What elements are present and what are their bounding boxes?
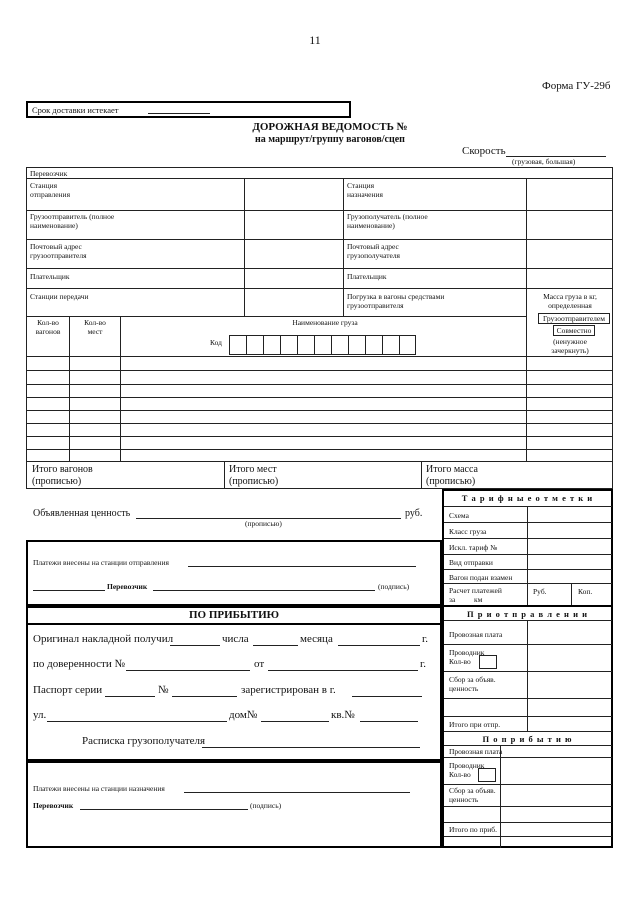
delivery-field[interactable] (148, 113, 210, 114)
form-title: ДОРОЖНАЯ ВЕДОМОСТЬ № (252, 121, 408, 133)
tariff-rub: Руб. (533, 587, 547, 596)
total-mass-label: Итого масса (прописью) (426, 464, 478, 487)
delivery-label: Срок доставки истекает (32, 105, 119, 115)
departure-carrier-label: Перевозчик (107, 582, 148, 591)
arrival-passport-label: Паспорт серии (33, 684, 103, 696)
carrier-label: Перевозчик (30, 169, 68, 178)
arrival-city-field[interactable] (352, 696, 422, 697)
tariff-calc: Расчет платежей за км (449, 586, 502, 604)
on-departure-title: П р и о т п р а в л е н и и (467, 609, 588, 619)
arrival-registered-label: зарегистрирован в г. (241, 684, 336, 696)
tariff-cargo-class: Класс груза (449, 527, 487, 536)
declared-value-rub: руб. (405, 508, 423, 519)
arrival-year-label: г. (422, 633, 429, 645)
payer2-label: Плательщик (347, 272, 387, 281)
departure-payments-label: Платежи внесены на станции отправления (33, 558, 169, 567)
arrival-proxy-field[interactable] (126, 670, 250, 671)
tariff-scheme: Схема (449, 511, 469, 520)
mass-option-shipper[interactable]: Грузоотправителем (538, 313, 610, 324)
delivery-box (26, 101, 351, 118)
arrival-day-label: числа (222, 633, 249, 645)
shipper-label: Грузоотправитель (полное наименование) (30, 212, 115, 230)
cargo-name-header: Наименование груза (292, 318, 358, 327)
on-departure-fee: Сбор за объяв. ценность (449, 675, 496, 693)
on-arrival-total: Итого по приб. (449, 825, 497, 834)
arrival-day-field[interactable] (170, 645, 220, 646)
declared-value-label: Объявленная ценность (33, 508, 131, 519)
arrival-street-label: ул. (33, 709, 47, 721)
on-departure-escort-count[interactable] (479, 655, 497, 669)
arrival-house-field[interactable] (261, 721, 329, 722)
arrival-from-field[interactable] (268, 670, 418, 671)
places-count-header: Кол-во мест (84, 318, 106, 336)
arrival-month-label: месяца (300, 633, 333, 645)
on-departure-total: Итого при отпр. (449, 720, 501, 729)
departure-carrier-field[interactable] (153, 590, 375, 591)
arrival-flat-label: кв.№ (331, 709, 355, 721)
code-cells[interactable] (229, 335, 416, 355)
code-label: Код (210, 338, 222, 347)
destination-payments-label: Платежи внесены на станции назначения (33, 784, 165, 793)
arrival-proxy-year: г. (420, 658, 427, 670)
arrival-passport-num-label: № (158, 684, 169, 696)
mass-label: Масса груза в кг, определенная (543, 292, 597, 310)
tariff-exc: Искл. тариф № (449, 543, 498, 552)
arrival-flat-field[interactable] (360, 721, 418, 722)
arrival-receipt-label: Расписка грузополучателя (82, 735, 206, 747)
destination-signature: (подпись) (250, 801, 282, 810)
page-number: 11 (309, 33, 321, 47)
total-places-label: Итого мест (прописью) (229, 464, 279, 487)
departure-payments-field[interactable] (188, 566, 416, 567)
arrival-month-field[interactable] (253, 645, 298, 646)
form-code: Форма ГУ-29б (542, 80, 611, 92)
station-dest-label: Станция назначения (347, 181, 383, 199)
station-dep-label: Станция отправления (30, 181, 71, 199)
speed-label: Скорость (462, 145, 506, 157)
on-departure-escort: Проводник Кол-во (449, 648, 485, 666)
destination-carrier-label: Перевозчик (33, 801, 74, 810)
speed-hint: (грузовая, большая) (512, 157, 576, 166)
tariff-wagon-replacement: Вагон подан взамен (449, 573, 513, 582)
wagons-count-header: Кол-во вагонов (35, 318, 61, 336)
on-arrival-escort: Проводник Кол-во (449, 761, 485, 779)
arrival-title: ПО ПРИБЫТИЮ (188, 609, 280, 621)
payer1-label: Плательщик (30, 272, 70, 281)
consignee-address-label: Почтовый адрес грузополучателя (347, 242, 401, 260)
mass-hint: (ненужное зачеркнуть) (551, 337, 589, 355)
on-arrival-fee: Сбор за объяв. ценность (449, 786, 496, 804)
arrival-original-label: Оригинал накладной получил (33, 633, 174, 645)
destination-payments-field[interactable] (184, 792, 410, 793)
arrival-receipt-field[interactable] (202, 747, 420, 748)
arrival-passport-series-field[interactable] (105, 696, 155, 697)
destination-carrier-field[interactable] (80, 809, 248, 810)
declared-value-hint: (прописью) (245, 519, 282, 528)
departure-signature: (подпись) (378, 582, 410, 591)
consignee-label: Грузополучатель (полное наименование) (347, 212, 428, 230)
destination-payments-box (26, 761, 442, 848)
tariff-title: Т а р и ф н ы е о т м е т к и (461, 493, 594, 503)
form-subtitle: на маршрут/группу вагонов/сцеп (255, 134, 405, 145)
departure-payments-box (26, 540, 442, 606)
tariff-dispatch-type: Вид отправки (449, 558, 493, 567)
shipper-address-label: Почтовый адрес грузоотправителя (30, 242, 87, 260)
arrival-proxy-label: по доверенности № (33, 658, 125, 670)
on-arrival-fare: Провозная плата (449, 747, 503, 756)
arrival-from-label: от (254, 658, 265, 670)
arrival-house-label: дом№ (229, 709, 258, 721)
mass-option-joint[interactable]: Совместно (553, 325, 595, 336)
arrival-year-field[interactable] (338, 645, 420, 646)
on-arrival-escort-count[interactable] (478, 768, 496, 782)
total-wagons-label: Итого вагонов (прописью) (32, 464, 93, 487)
on-departure-fare: Провозная плата (449, 630, 503, 639)
loading-label: Погрузка в вагоны средствами грузоотправителя (347, 292, 445, 310)
transfer-stations-label: Станции передачи (30, 292, 89, 301)
arrival-street-field[interactable] (47, 721, 227, 722)
tariff-kop: Коп. (578, 587, 593, 596)
on-arrival-title: П о п р и б ы т и ю (482, 734, 573, 744)
arrival-passport-num-field[interactable] (172, 696, 237, 697)
